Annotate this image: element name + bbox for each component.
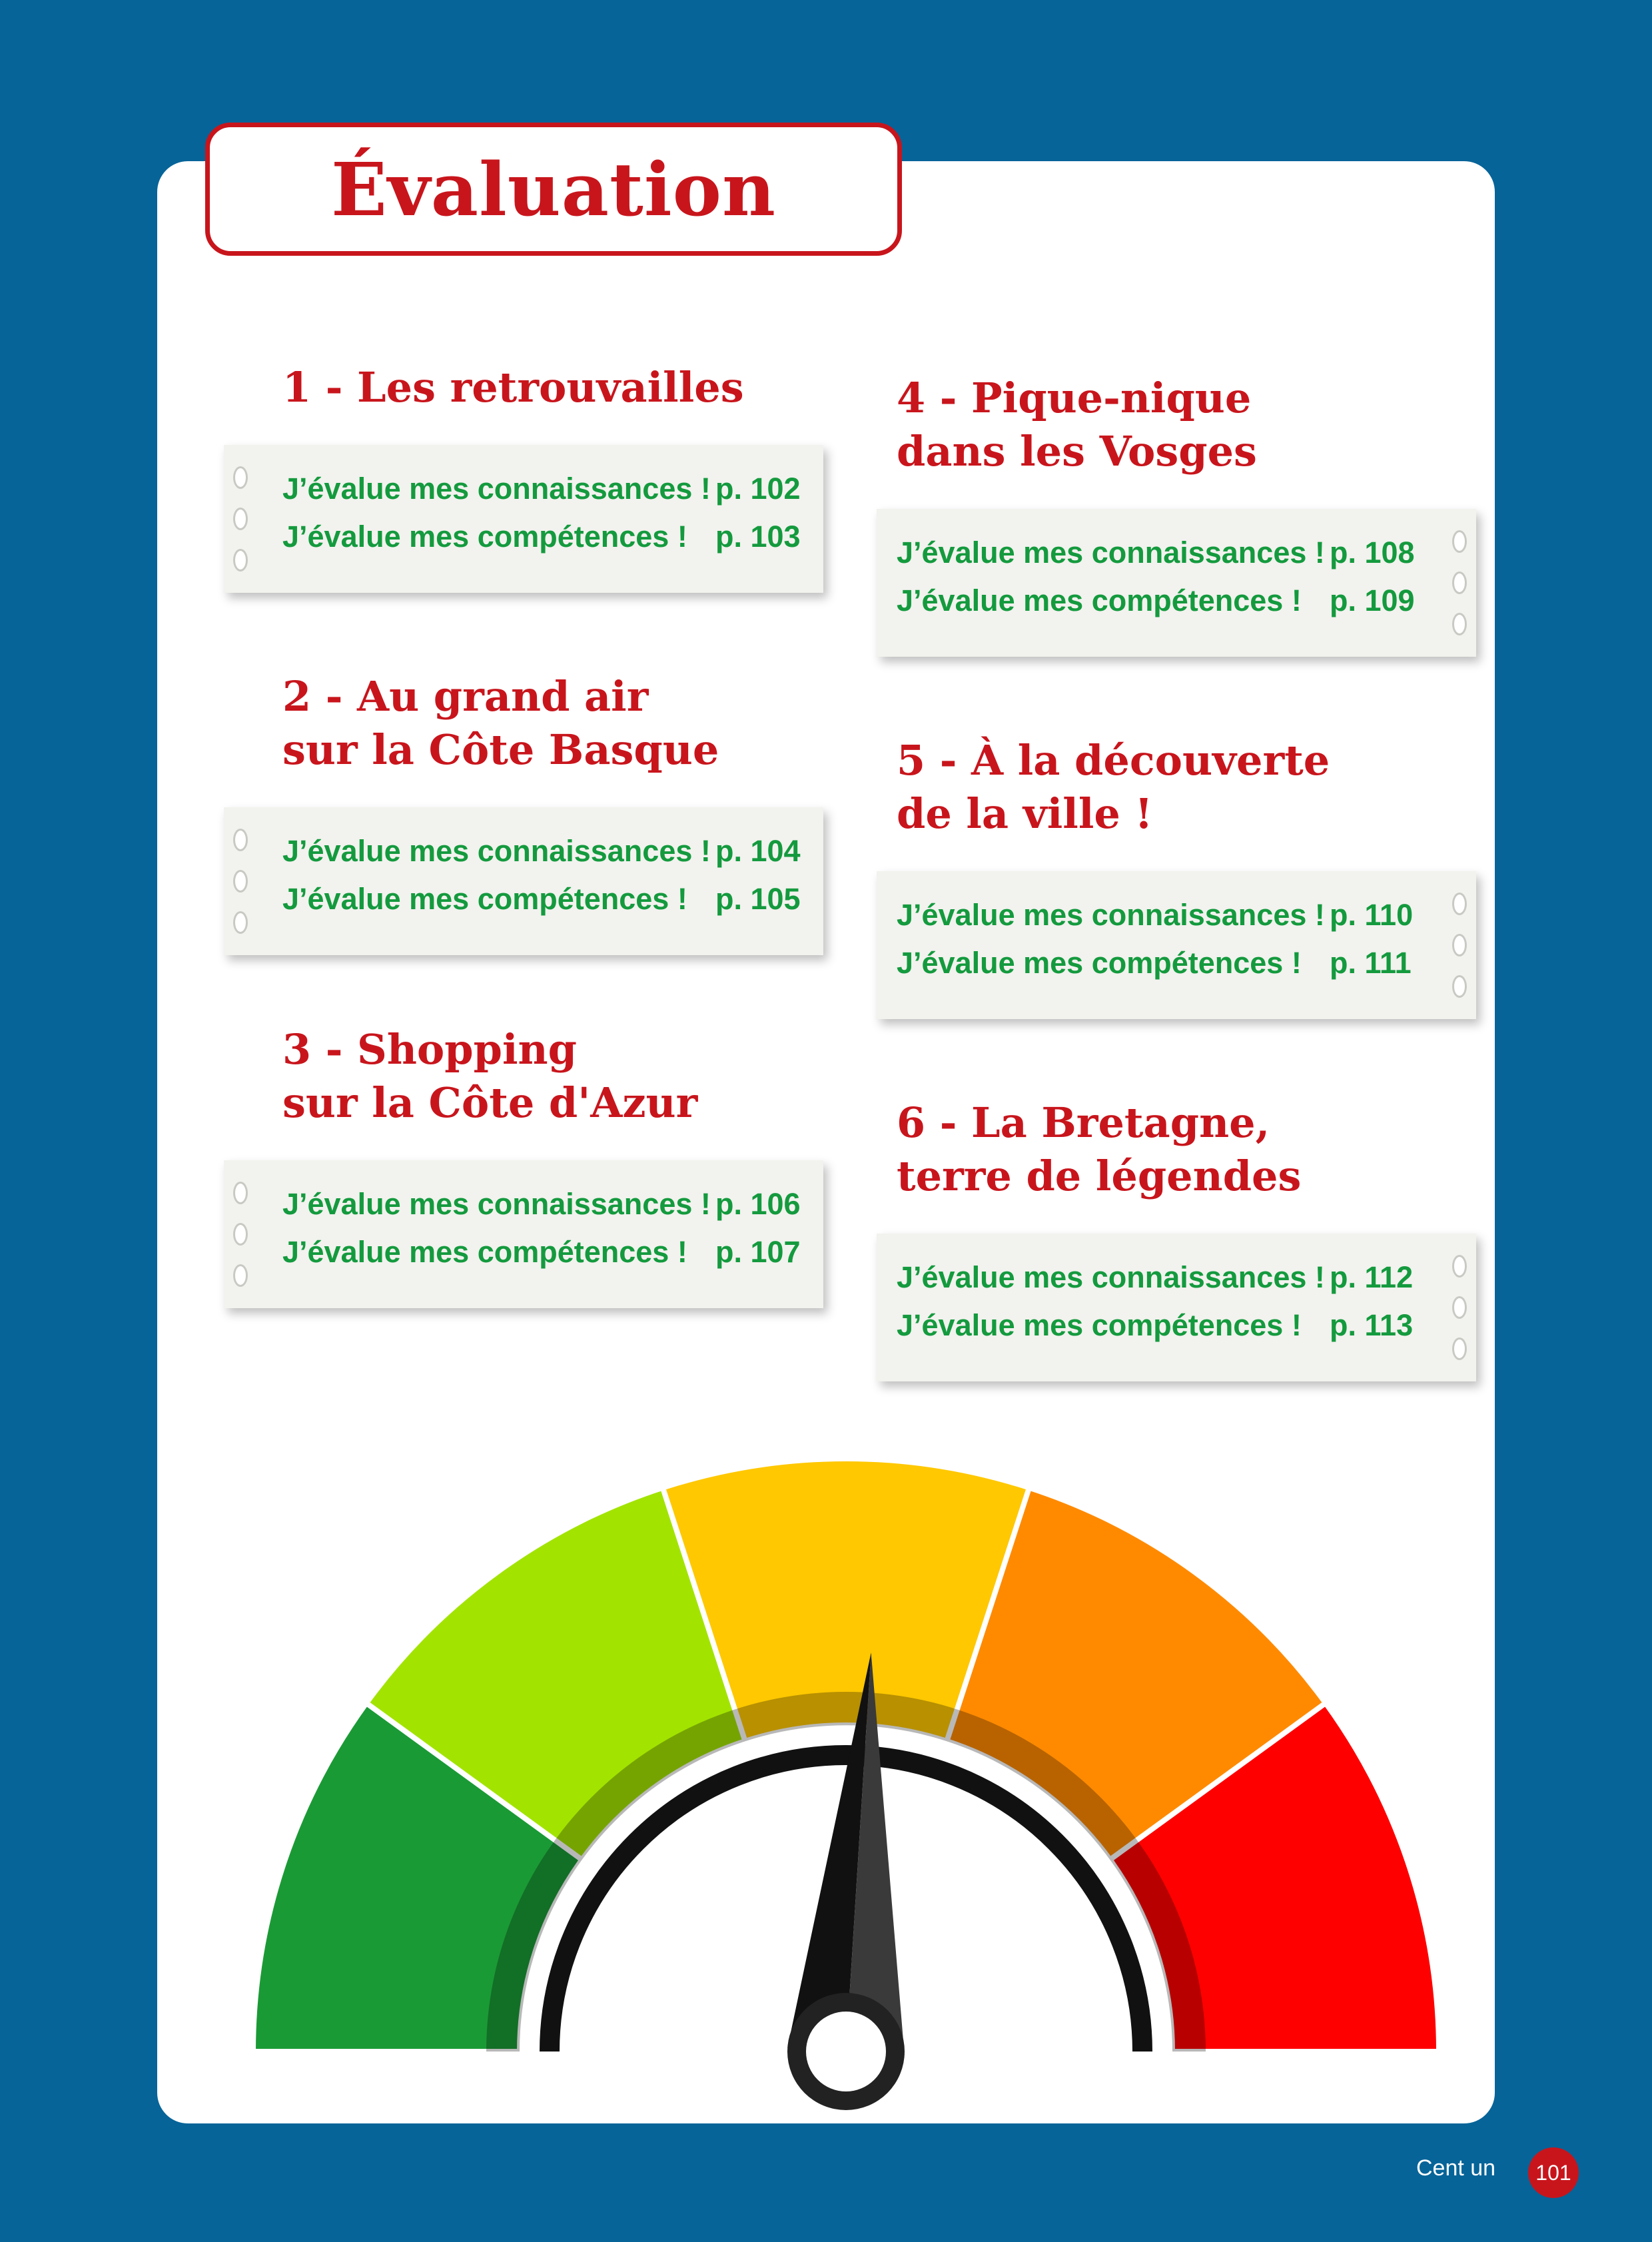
skills-page-link[interactable]: p. 109	[1330, 583, 1415, 617]
knowledge-label: J’évalue mes connaissances !	[282, 1187, 711, 1221]
knowledge-page-link[interactable]: p. 110	[1330, 898, 1414, 932]
unit-heading-5	[897, 734, 1330, 841]
skills-label: J’évalue mes compétences !	[282, 1235, 687, 1269]
knowledge-label: J’évalue mes connaissances !	[897, 1260, 1325, 1294]
unit-heading-3	[282, 1023, 697, 1130]
note-card-unit-5	[877, 871, 1476, 1019]
note-card-unit-3	[224, 1160, 823, 1308]
unit-heading-6	[897, 1096, 1301, 1203]
punch-holes	[229, 1172, 252, 1296]
rating-gauge	[200, 1432, 1465, 2125]
unit-heading-line: sur la Côte d'Azur	[282, 1078, 698, 1127]
knowledge-page-link[interactable]: p. 108	[1330, 536, 1415, 569]
unit-heading-line: de la ville !	[897, 789, 1153, 838]
punch-holes	[1448, 521, 1471, 645]
knowledge-page-link[interactable]: p. 102	[715, 472, 801, 506]
knowledge-label: J’évalue mes connaissances !	[897, 536, 1325, 569]
knowledge-label: J’évalue mes connaissances !	[282, 472, 711, 506]
unit-heading-1	[282, 361, 744, 414]
unit-heading-2	[282, 670, 719, 777]
note-card-unit-6	[877, 1234, 1476, 1381]
punch-holes	[229, 819, 252, 943]
skills-label: J’évalue mes compétences !	[897, 946, 1302, 980]
knowledge-page-link[interactable]: p. 112	[1330, 1260, 1414, 1294]
skills-label: J’évalue mes compétences !	[897, 583, 1302, 617]
footer-label: Cent un	[1416, 2155, 1496, 2181]
skills-page-link[interactable]: p. 107	[715, 1235, 801, 1269]
skills-page-link[interactable]: p. 103	[715, 520, 801, 554]
unit-heading-line: sur la Côte Basque	[282, 725, 719, 774]
unit-heading-line: 1 - Les retrouvailles	[282, 363, 744, 412]
page-number-badge	[1528, 2147, 1579, 2198]
skills-label: J’évalue mes compétences !	[282, 520, 687, 554]
punch-holes	[1448, 1246, 1471, 1369]
skills-page-link[interactable]: p. 105	[715, 882, 801, 916]
knowledge-page-link[interactable]: p. 106	[715, 1187, 801, 1221]
unit-heading-line: 5 - À la découverte	[897, 736, 1330, 785]
punch-holes	[229, 457, 252, 581]
knowledge-page-link[interactable]: p. 104	[715, 834, 801, 868]
note-card-unit-2	[224, 807, 823, 955]
punch-holes	[1448, 883, 1471, 1007]
unit-heading-line: 4 - Pique-nique	[897, 374, 1252, 422]
title-banner	[205, 123, 902, 256]
skills-label: J’évalue mes compétences !	[897, 1308, 1302, 1342]
unit-heading-4	[897, 372, 1257, 478]
skills-page-link[interactable]: p. 111	[1330, 946, 1412, 980]
unit-heading-line: 2 - Au grand air	[282, 672, 649, 721]
note-card-unit-1	[224, 445, 823, 593]
unit-heading-line: 6 - La Bretagne,	[897, 1098, 1270, 1147]
skills-page-link[interactable]: p. 113	[1330, 1308, 1414, 1342]
unit-heading-line: dans les Vosges	[897, 427, 1257, 476]
page-number: 101	[1535, 2160, 1571, 2185]
needle-hub-center	[806, 2012, 886, 2091]
page-title: Évaluation	[330, 146, 776, 232]
unit-heading-line: 3 - Shopping	[282, 1025, 577, 1074]
skills-label: J’évalue mes compétences !	[282, 882, 687, 916]
knowledge-label: J’évalue mes connaissances !	[897, 898, 1325, 932]
knowledge-label: J’évalue mes connaissances !	[282, 834, 711, 868]
unit-heading-line: terre de légendes	[897, 1152, 1302, 1200]
note-card-unit-4	[877, 509, 1476, 657]
